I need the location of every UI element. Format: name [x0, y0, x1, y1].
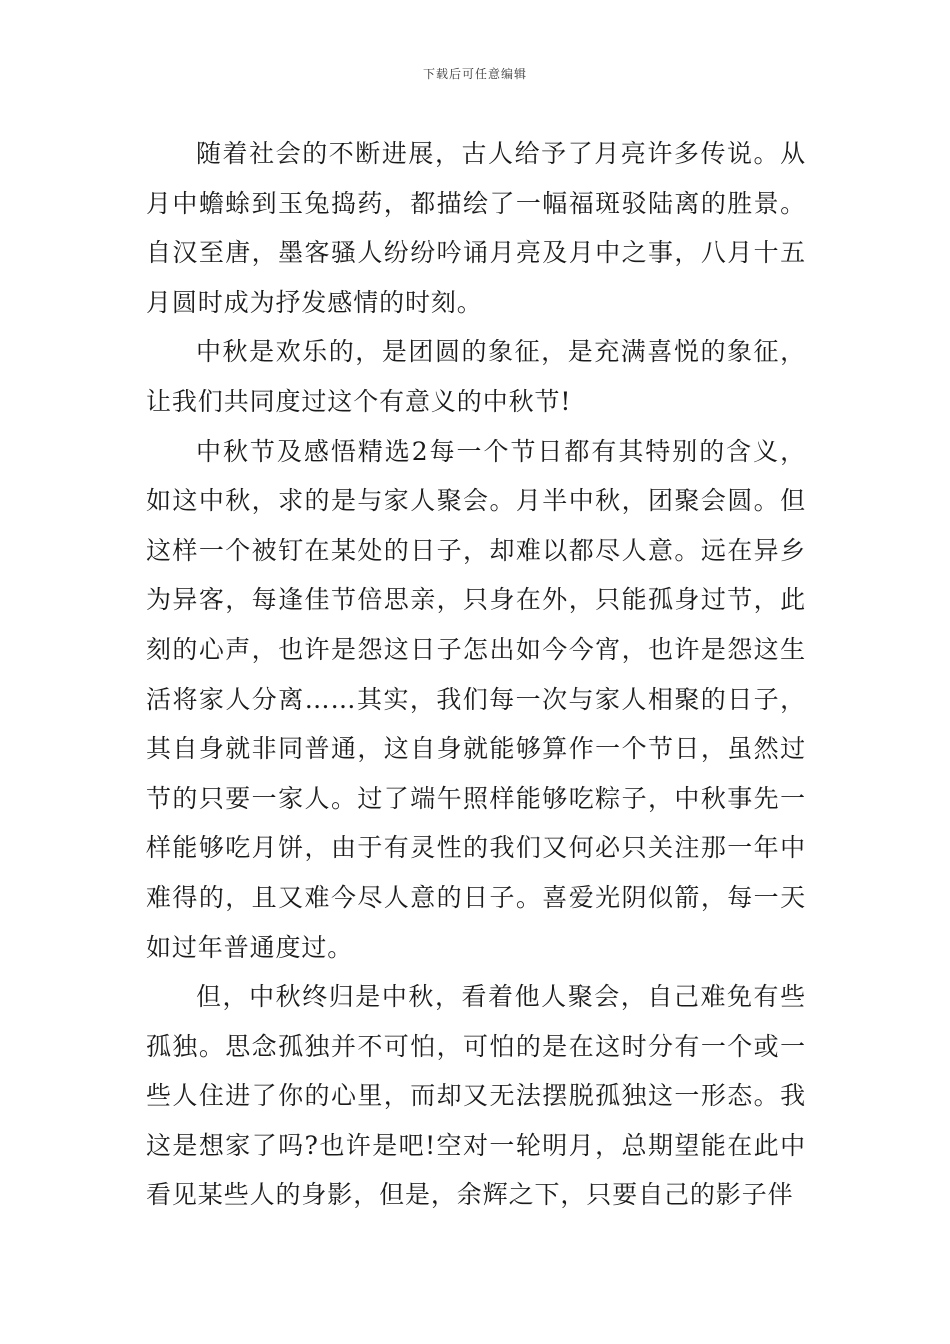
paragraph-1: 随着社会的不断进展，古人给予了月亮许多传说。从月中蟾蜍到玉兔捣药，都描绘了一幅福斑驳陆离的胜景。自汉至唐，墨客骚人纷纷吟诵月亮及月中之事，八月十五月圆时成为抒发感情的时刻。: [146, 139, 806, 317]
paragraph-3: 中秋节及感悟精选2每一个节日都有其特别的含义，如这中秋，求的是与家人聚会。月半中秋，团聚会圆。但这样一个被钉在某处的日子，却难以都尽人意。远在异乡为异客，每逢佳节倍思亲，只身在外，只能孤身过节，此刻的心声，也许是怨这日子怎出如今今宵，也许是怨这生活将家人分离……其实，我们每一次与家人相聚的日子，其自身就非同普通，这自身就能够算作一个节日，虽然过节的只要一家人。过了端午照样能够吃粽子，中秋事先一样能够吃月饼，由于有灵性的我们又何必只关注那一年中难得的，且又难今尽人意的日子。喜爱光阴似箭，每一天如过年普通度过。: [146, 436, 806, 962]
paragraph-4: 但，中秋终归是中秋，看着他人聚会，自己难免有些孤独。思念孤独并不可怕，可怕的是在这时分有一个或一些人住进了你的心里，而却又无法摆脱孤独这一形态。我这是想家了吗?也许是吧!空对一轮明月，总期望能在此中看见某些人的身影，但是，余辉之下，只要自己的影子伴: [146, 982, 806, 1210]
document-body: [146, 129, 806, 1220]
paragraph-2: 中秋是欢乐的，是团圆的象征，是充满喜悦的象征，让我们共同度过这个有意义的中秋节!: [146, 337, 806, 416]
page-header: 下载后可任意编辑: [422, 67, 527, 81]
